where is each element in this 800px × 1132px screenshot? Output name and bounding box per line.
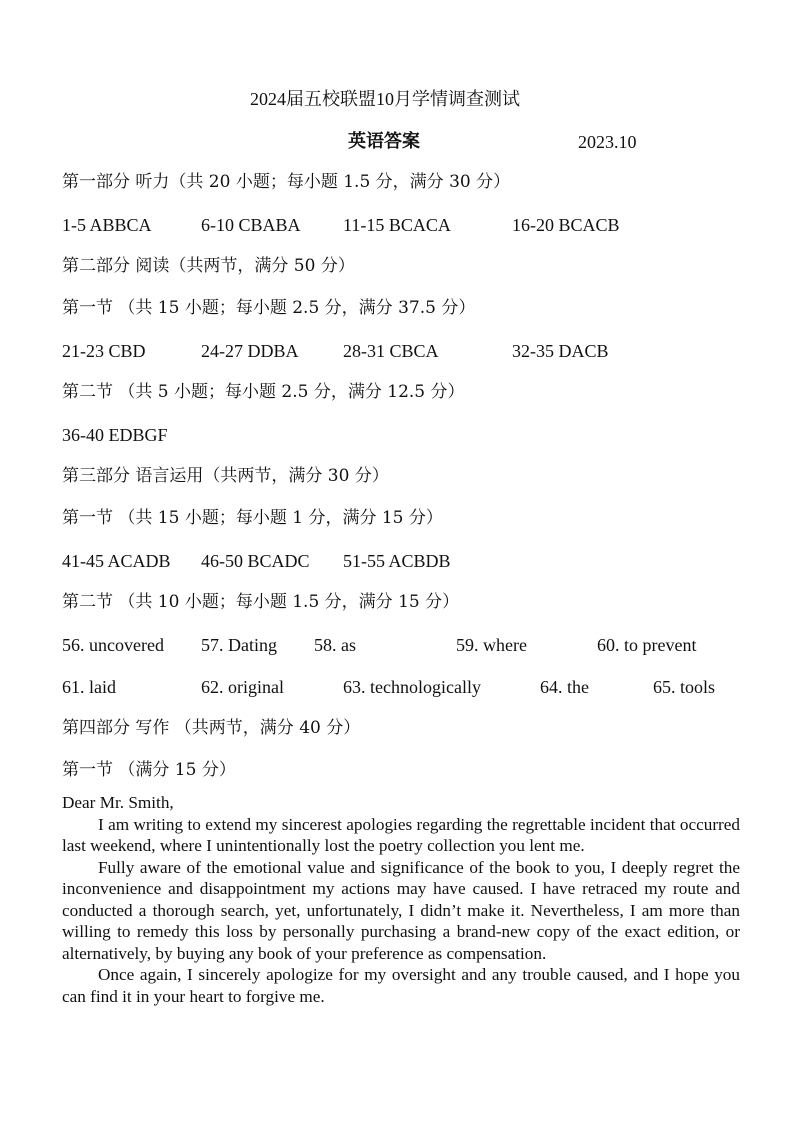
part2-section2-heading: 第二节 （共 5 小题；每小题 2.5 分，满分 12.5 分） xyxy=(62,382,465,402)
answer-item: 59. where xyxy=(456,635,527,655)
part2-section1-heading: 第一节 （共 15 小题；每小题 2.5 分，满分 37.5 分） xyxy=(62,298,476,318)
answer-group: 46-50 BCADC xyxy=(201,551,310,571)
answer-item: 62. original xyxy=(201,677,284,697)
answer-group: 6-10 CBABA xyxy=(201,215,301,235)
answer-group: 36-40 EDBGF xyxy=(62,425,168,445)
part2-heading: 第二部分 阅读（共两节，满分 50 分） xyxy=(62,256,355,276)
page-subtitle: 英语答案 xyxy=(348,131,420,151)
sample-essay xyxy=(62,792,740,1007)
answer-group: 24-27 DDBA xyxy=(201,341,299,361)
answer-item: 56. uncovered xyxy=(62,635,164,655)
essay-paragraph: I am writing to extend my sincerest apologies regarding the regrettable incident that occurred last weekend, where I unintentionally lost the poetry collection you lent me. xyxy=(62,814,740,855)
answer-group: 1-5 ABBCA xyxy=(62,215,152,235)
answer-item: 65. tools xyxy=(653,677,716,697)
essay-paragraph: Once again, I sincerely apologize for my oversight and any trouble caused, and I hope you can find it in your heart to forgive me. xyxy=(62,965,740,1006)
answer-group: 16-20 BCACB xyxy=(512,215,620,235)
essay-paragraph: Fully aware of the emotional value and significance of the book to you, I deeply regret the inconvenience and disappointment my actions may have caused. I have retraced my route and conducted a thorough search, yet, unfortunately, I didn’t make it. Nevertheless, I am more than willing to remedy this loss by personally purchasing a brand-new copy of the exact edition, or alternatively, by buying any book of your preference as compensation. xyxy=(62,857,740,963)
answer-group: 28-31 CBCA xyxy=(343,341,439,361)
answer-item: 63. technologically xyxy=(343,677,481,697)
part4-heading: 第四部分 写作 （共两节，满分 40 分） xyxy=(62,718,361,738)
answer-item: 57. Dating xyxy=(201,635,277,655)
part3-section1-heading: 第一节 （共 15 小题；每小题 1 分，满分 15 分） xyxy=(62,508,443,528)
page-title: 2024届五校联盟10月学情调查测试 xyxy=(250,89,520,109)
answer-item: 58. as xyxy=(314,635,356,655)
document-date: 2023.10 xyxy=(578,132,637,152)
answer-group: 11-15 BCACA xyxy=(343,215,451,235)
answer-item: 60. to prevent xyxy=(597,635,697,655)
part3-heading: 第三部分 语言运用（共两节，满分 30 分） xyxy=(62,466,389,486)
answer-group: 32-35 DACB xyxy=(512,341,609,361)
part1-heading: 第一部分 听力（共 20 小题；每小题 1.5 分，满分 30 分） xyxy=(62,172,511,192)
answer-item: 64. the xyxy=(540,677,589,697)
part4-section1-heading: 第一节 （满分 15 分） xyxy=(62,760,236,780)
answer-group: 51-55 ACBDB xyxy=(343,551,451,571)
answer-group: 21-23 CBD xyxy=(62,341,146,361)
answer-group: 41-45 ACADB xyxy=(62,551,171,571)
part3-section2-heading: 第二节 （共 10 小题；每小题 1.5 分，满分 15 分） xyxy=(62,592,460,612)
essay-greeting: Dear Mr. Smith, xyxy=(62,793,174,812)
answer-item: 61. laid xyxy=(62,677,116,697)
